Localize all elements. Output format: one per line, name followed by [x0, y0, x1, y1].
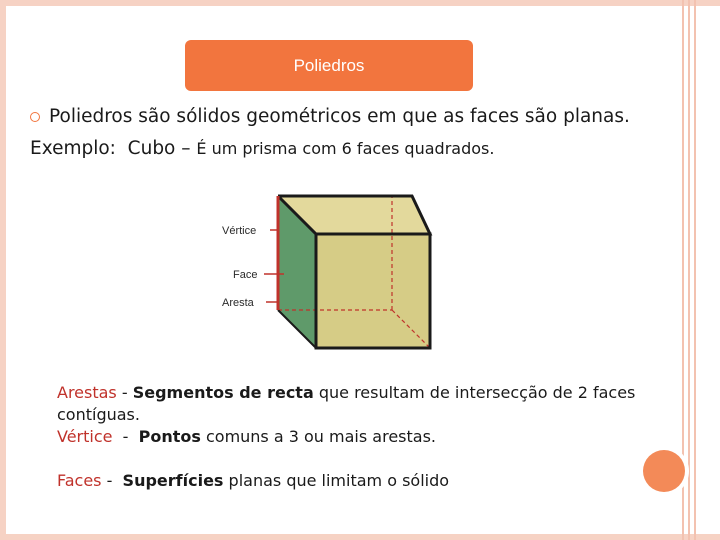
- label-edge: Aresta: [222, 297, 254, 309]
- definitions-block: [57, 382, 657, 492]
- bullet-circle-icon: [30, 112, 40, 122]
- cube-illustration: [220, 190, 440, 360]
- example-definition: É um prisma com 6 faces quadrados.: [196, 139, 495, 158]
- bullet-definition: [30, 106, 630, 127]
- definition-rest: que resultam de intersecção de 2 faces contíguas.: [57, 383, 641, 424]
- definition-rest: planas que limitam o sólido: [223, 471, 450, 490]
- definition-edges: [57, 382, 657, 426]
- definition-vertex: [57, 426, 657, 448]
- decor-rail: [694, 0, 696, 540]
- bullet-text: Poliedros são sólidos geométricos em que as faces são planas.: [49, 106, 630, 127]
- definition-separator: -: [116, 383, 133, 402]
- definition-separator: -: [101, 471, 123, 490]
- example-term: Cubo –: [127, 138, 191, 159]
- slide-title-text: Poliedros: [293, 55, 365, 75]
- definition-faces: [57, 470, 657, 492]
- definition-term: Faces: [57, 471, 102, 490]
- decor-rail: [688, 0, 690, 540]
- definition-keyword: Superfícies: [122, 471, 224, 490]
- slide-title: [185, 40, 473, 91]
- definition-term: Arestas: [57, 383, 117, 402]
- spacer: [57, 448, 657, 470]
- definition-separator: -: [112, 427, 139, 446]
- label-face: Face: [233, 269, 258, 281]
- example-label: Exemplo:: [30, 138, 116, 159]
- definition-keyword: Pontos: [138, 427, 201, 446]
- label-vertex: Vértice: [222, 225, 257, 237]
- definition-term: Vértice: [57, 427, 113, 446]
- cube-figure: [220, 190, 440, 360]
- definition-keyword: Segmentos de recta: [132, 383, 314, 402]
- definition-rest: comuns a 3 ou mais arestas.: [200, 427, 436, 446]
- example-line: [30, 138, 494, 159]
